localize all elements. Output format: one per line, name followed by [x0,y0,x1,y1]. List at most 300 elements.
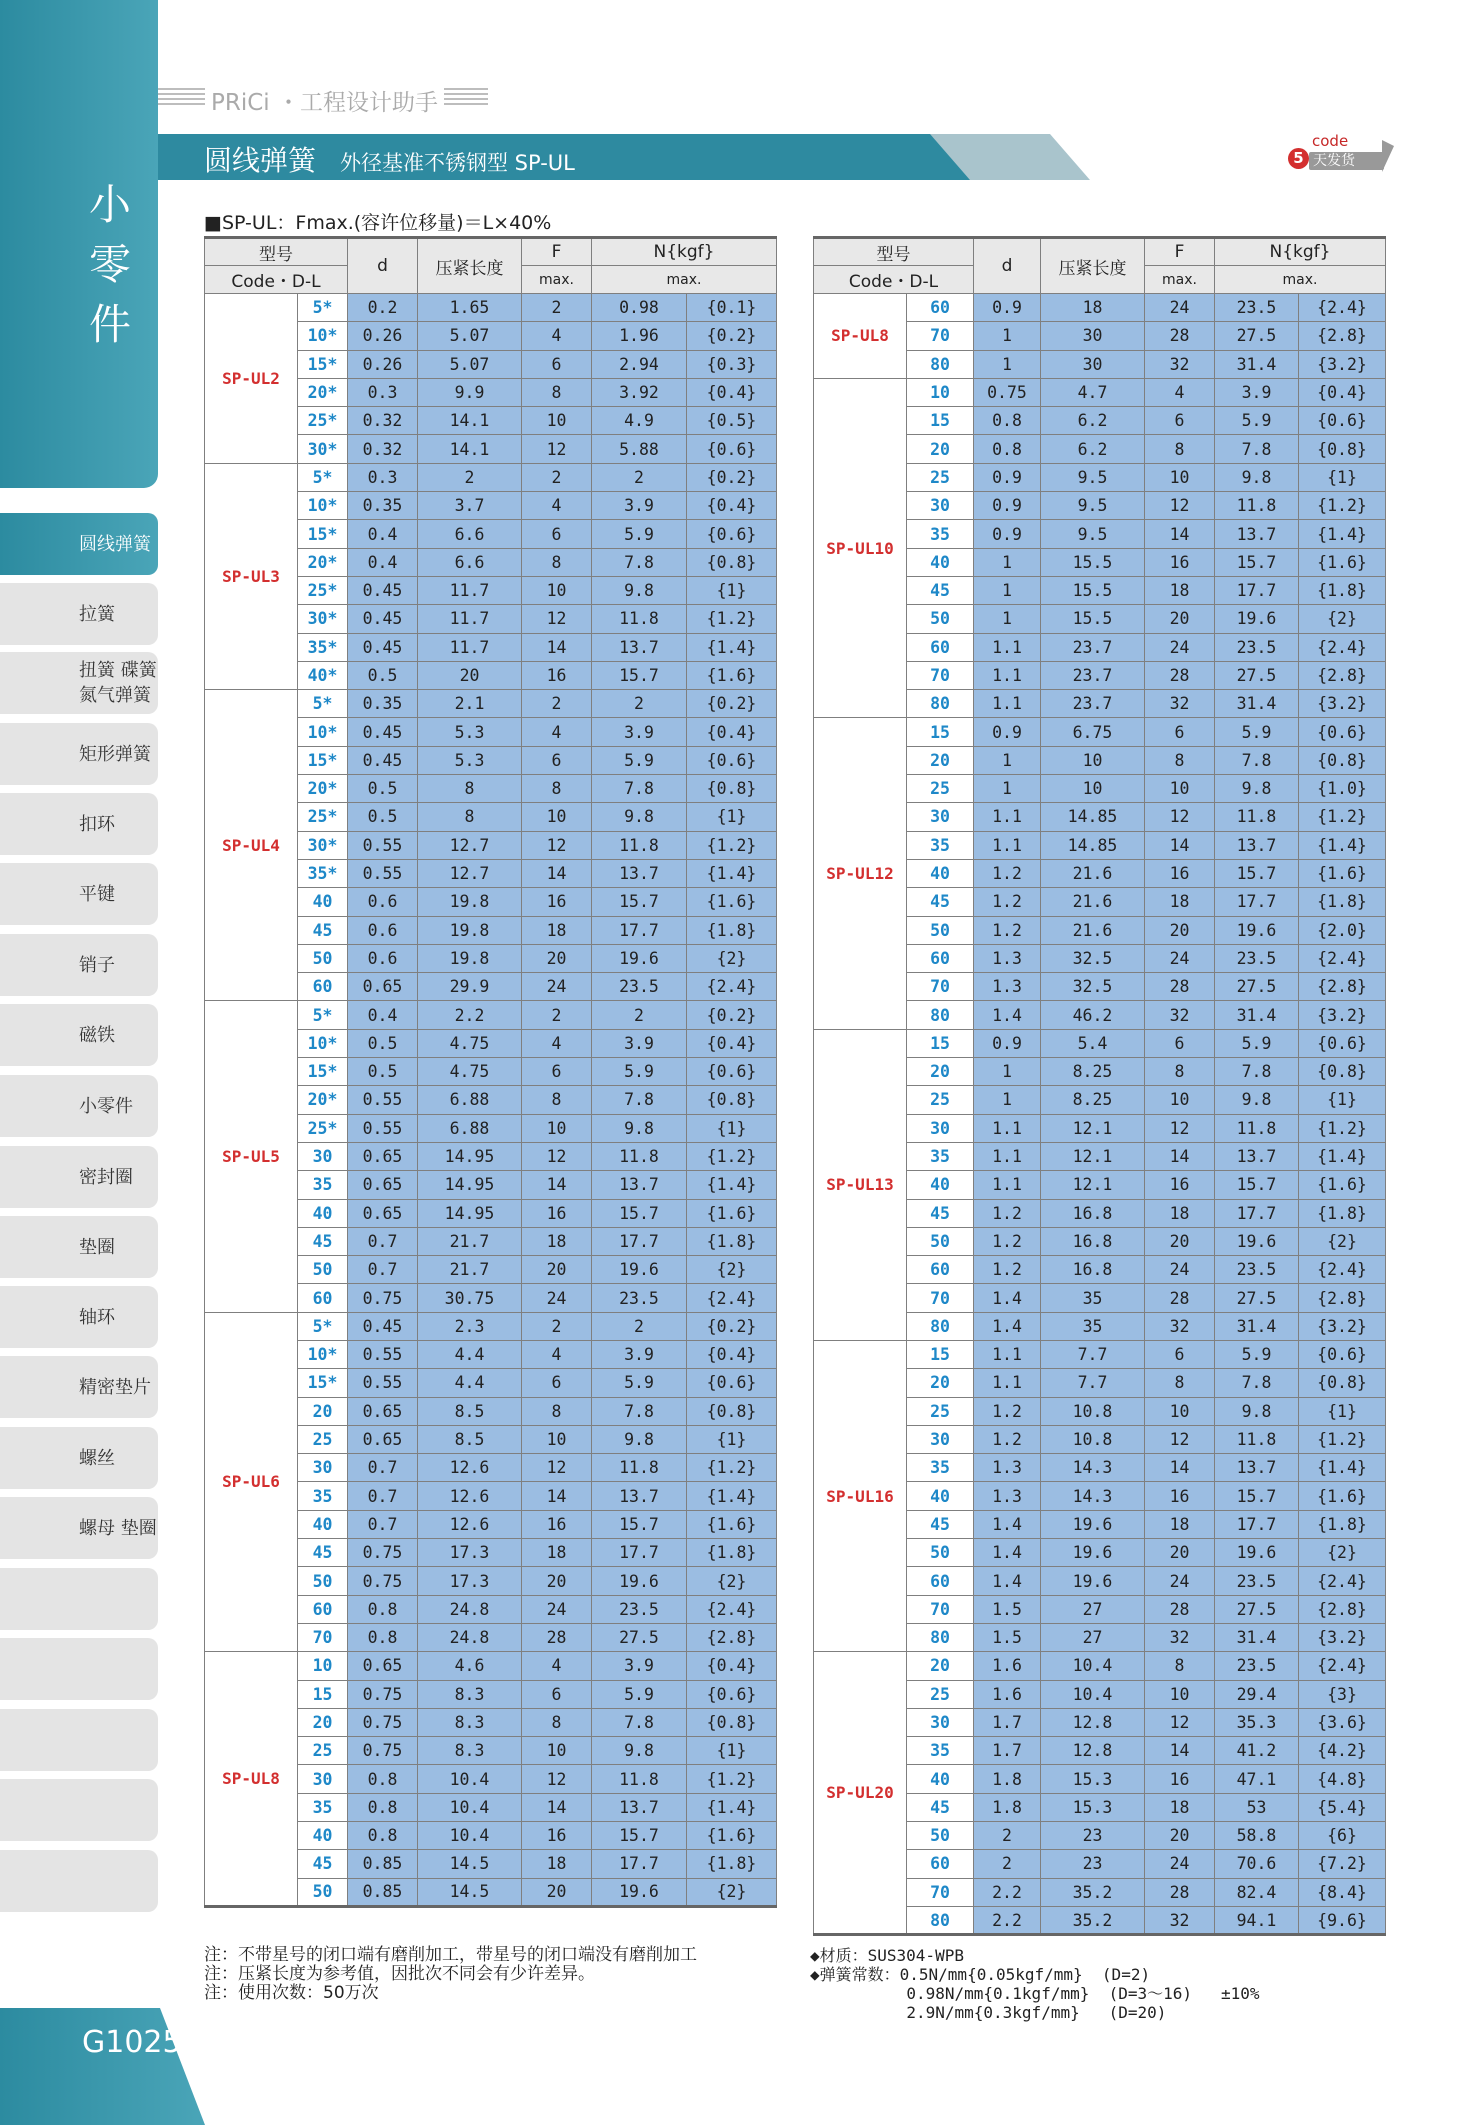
code-cell: 30 [907,1114,974,1142]
value-cell: {2.8} [1299,1595,1386,1623]
value-cell: 20 [1145,1539,1215,1567]
value-cell: 12.7 [418,859,522,887]
value-cell: 0.75 [348,1737,418,1765]
value-cell: 10.4 [418,1793,522,1821]
value-cell: {1.4} [1299,831,1386,859]
value-cell: 31.4 [1215,690,1299,718]
logo-days-text: 天发货 [1309,152,1384,170]
value-cell: 2.2 [418,1001,522,1029]
value-cell: 6.88 [418,1114,522,1142]
value-cell: 20 [1145,1822,1215,1850]
col-n-max: max. [1215,266,1386,294]
value-cell: 12 [522,1454,592,1482]
code-cell: 25 [298,1737,348,1765]
code-cell: 15 [907,718,974,746]
value-cell: 21.6 [1041,916,1145,944]
code-cell: 5* [298,463,348,491]
value-cell: 10 [1145,775,1215,803]
code-cell: 20 [298,1708,348,1736]
code-cell: 25 [907,1397,974,1425]
value-cell: 0.55 [348,1369,418,1397]
col-type: 型号 [814,238,974,266]
value-cell: 15.7 [1215,548,1299,576]
value-cell: 11.7 [418,633,522,661]
value-cell: 18 [1145,1199,1215,1227]
code-cell: 15* [298,1369,348,1397]
value-cell: 9.8 [1215,775,1299,803]
code-cell: 30 [298,1142,348,1170]
value-cell: 1.1 [974,831,1041,859]
sidebar-category-title: 小零件 [88,180,131,349]
value-cell: 0.65 [348,1652,418,1680]
value-cell: 20 [1145,605,1215,633]
value-cell: {1.2} [687,831,777,859]
value-cell: 13.7 [1215,520,1299,548]
value-cell: 0.55 [348,831,418,859]
page-title: 圆线弹簧 [204,144,317,177]
value-cell: 14 [522,859,592,887]
value-cell: 10 [1145,1086,1215,1114]
value-cell: 2 [522,690,592,718]
value-cell: 0.55 [348,859,418,887]
sidebar-item[interactable] [0,1638,158,1700]
value-cell: 6 [1145,1340,1215,1368]
sidebar-item[interactable]: 圆线弹簧 [0,513,158,575]
value-cell: {2.0} [1299,916,1386,944]
table-row [205,690,777,718]
value-cell: 8.25 [1041,1086,1145,1114]
value-cell: 9.5 [1041,492,1145,520]
value-cell: 8 [1145,1058,1215,1086]
value-cell: 1.1 [974,1369,1041,1397]
value-cell: 31.4 [1215,1623,1299,1651]
value-cell: 11.7 [418,605,522,633]
sidebar-item[interactable]: 精密垫片 [0,1356,158,1418]
value-cell: 18 [522,1850,592,1878]
col-d: d [348,238,418,294]
value-cell: {1} [687,1114,777,1142]
value-cell: {0.6} [1299,1029,1386,1057]
value-cell: {1.8} [687,1539,777,1567]
code-cell: 30* [298,831,348,859]
value-cell: 6.88 [418,1086,522,1114]
brand-label: PRiCi ・工程设计助手 [205,84,444,117]
value-cell: 0.7 [348,1482,418,1510]
value-cell: 0.5 [348,775,418,803]
value-cell: 12.7 [418,831,522,859]
value-cell: 24 [522,973,592,1001]
code-cell: 80 [907,690,974,718]
value-cell: 28 [1145,1878,1215,1906]
value-cell: 12 [522,1142,592,1170]
sidebar-item[interactable] [0,1850,158,1912]
value-cell: 21.7 [418,1227,522,1255]
sidebar-item[interactable]: 矩形弹簧 [0,723,158,785]
sidebar-item[interactable]: 扭簧 碟簧 氮气弹簧 [0,652,158,714]
spring-constant-note: ◆弹簧常数：0.5N/mm{0.05kgf/mm} (D=2) [810,1965,1151,1984]
value-cell: 24.8 [418,1623,522,1651]
value-cell: 0.9 [974,463,1041,491]
sidebar [0,0,182,2125]
value-cell: 9.8 [592,1737,687,1765]
value-cell: 2.3 [418,1312,522,1340]
value-cell: {1} [687,576,777,604]
value-cell: 19.6 [1041,1510,1145,1538]
value-cell: 5.9 [1215,718,1299,746]
value-cell: 24 [1145,944,1215,972]
code-cell: 70 [907,1878,974,1906]
code-cell: 25* [298,1114,348,1142]
value-cell: 32 [1145,1906,1215,1934]
value-cell: 4.6 [418,1652,522,1680]
value-cell: {0.6} [1299,1340,1386,1368]
value-cell: 1.3 [974,1482,1041,1510]
value-cell: 4 [522,492,592,520]
table-row [205,1652,777,1680]
value-cell: {2} [687,1878,777,1906]
value-cell: {4.8} [1299,1765,1386,1793]
code-cell: 60 [907,1256,974,1284]
value-cell: {2.8} [1299,322,1386,350]
value-cell: 24 [1145,1850,1215,1878]
value-cell: 1 [974,322,1041,350]
sidebar-item[interactable] [0,1568,158,1630]
value-cell: 0.7 [348,1227,418,1255]
value-cell: 0.45 [348,718,418,746]
code-cell: 5* [298,1312,348,1340]
code-cell: 5* [298,294,348,322]
model-cell: SP-UL5 [205,1001,298,1312]
value-cell: 14.85 [1041,831,1145,859]
value-cell: {0.4} [687,1652,777,1680]
value-cell: 7.8 [1215,1058,1299,1086]
value-cell: {5.4} [1299,1793,1386,1821]
value-cell: 27 [1041,1623,1145,1651]
value-cell: 15.5 [1041,548,1145,576]
value-cell: 19.8 [418,944,522,972]
code-cell: 50 [298,1256,348,1284]
model-cell: SP-UL2 [205,294,298,464]
value-cell: 5.3 [418,718,522,746]
value-cell: 18 [1145,1510,1215,1538]
value-cell: 1.1 [974,633,1041,661]
code-cell: 35 [907,1142,974,1170]
value-cell: {1.4} [687,1171,777,1199]
value-cell: {0.2} [687,690,777,718]
value-cell: 0.4 [348,520,418,548]
value-cell: 28 [1145,1595,1215,1623]
sidebar-item[interactable]: 拉簧 [0,583,158,645]
value-cell: 4 [522,1340,592,1368]
value-cell: 15.7 [592,1822,687,1850]
code-cell: 20 [298,1397,348,1425]
value-cell: 2.94 [592,350,687,378]
value-cell: 12.8 [1041,1737,1145,1765]
value-cell: 35.2 [1041,1878,1145,1906]
value-cell: {1.2} [1299,1114,1386,1142]
value-cell: 6.2 [1041,407,1145,435]
value-cell: 13.7 [1215,1454,1299,1482]
page-subtitle: 外径基准不锈钢型 SP-UL [340,151,575,175]
value-cell: 5.4 [1041,1029,1145,1057]
value-cell: 23 [1041,1822,1145,1850]
value-cell: 7.8 [1215,1369,1299,1397]
value-cell: 0.26 [348,350,418,378]
sidebar-item[interactable] [0,1779,158,1841]
value-cell: 0.75 [348,1284,418,1312]
value-cell: {0.6} [687,746,777,774]
sidebar-item[interactable]: 垫圈 [0,1216,158,1278]
value-cell: 9.8 [592,1114,687,1142]
value-cell: 1 [974,1058,1041,1086]
note-line: 注：压紧长度为参考值，因批次不同会有少许差异。 [204,1964,595,1984]
notes-right [810,1946,1259,2022]
code-cell: 25* [298,803,348,831]
code-cell: 30 [298,1454,348,1482]
value-cell: {0.2} [687,1312,777,1340]
table-row [205,1312,777,1340]
value-cell: 17.7 [1215,1510,1299,1538]
value-cell: 1.5 [974,1623,1041,1651]
value-cell: 1.2 [974,1199,1041,1227]
value-cell: 24.8 [418,1595,522,1623]
value-cell: 9.8 [1215,1086,1299,1114]
value-cell: 19.6 [592,1567,687,1595]
value-cell: 16 [1145,1171,1215,1199]
code-cell: 30 [907,492,974,520]
value-cell: 1 [974,1086,1041,1114]
value-cell: 20 [522,1878,592,1906]
value-cell: {0.4} [1299,378,1386,406]
value-cell: 11.8 [1215,803,1299,831]
value-cell: {3.6} [1299,1708,1386,1736]
value-cell: 1.3 [974,944,1041,972]
value-cell: 10.4 [418,1822,522,1850]
value-cell: 12 [522,1765,592,1793]
code-cell: 25* [298,407,348,435]
code-cell: 80 [907,1906,974,1934]
value-cell: 10.8 [1041,1397,1145,1425]
value-cell: 30 [1041,350,1145,378]
value-cell: 0.5 [348,661,418,689]
code-cell: 45 [907,1510,974,1538]
value-cell: 0.75 [974,378,1041,406]
value-cell: 11.8 [592,831,687,859]
value-cell: 1.4 [974,1567,1041,1595]
value-cell: 2 [522,1001,592,1029]
code-cell: 40 [907,1171,974,1199]
value-cell: 46.2 [1041,1001,1145,1029]
col-solid-length: 压紧长度 [418,238,522,294]
sidebar-item[interactable] [0,1709,158,1771]
value-cell: {0.6} [687,435,777,463]
model-cell: SP-UL10 [814,378,907,718]
value-cell: 18 [522,1539,592,1567]
sidebar-item[interactable]: 小零件 [0,1075,158,1137]
value-cell: {2} [687,944,777,972]
value-cell: {2.4} [1299,1652,1386,1680]
value-cell: {3.2} [1299,1001,1386,1029]
notes-left [204,1946,697,2003]
value-cell: 23.5 [1215,1256,1299,1284]
value-cell: 17.7 [1215,888,1299,916]
code-cell: 70 [907,973,974,1001]
code-cell: 20 [907,435,974,463]
value-cell: 16 [1145,1765,1215,1793]
value-cell: 5.9 [1215,1340,1299,1368]
code-cell: 40 [298,1822,348,1850]
value-cell: 7.8 [592,775,687,803]
sidebar-item[interactable]: 平键 [0,863,158,925]
code-cell: 10* [298,492,348,520]
value-cell: 18 [522,916,592,944]
value-cell: 94.1 [1215,1906,1299,1934]
model-cell: SP-UL12 [814,718,907,1029]
value-cell: 12.8 [1041,1708,1145,1736]
code-cell: 45 [907,1793,974,1821]
value-cell: 8 [1145,746,1215,774]
value-cell: {1.4} [1299,520,1386,548]
spring-constant-note: 2.9N/mm{0.3kgf/mm} (D=20) [810,2003,1167,2022]
logo-code-text: code [1312,132,1349,150]
value-cell: 15.5 [1041,605,1145,633]
value-cell: {0.2} [687,1001,777,1029]
code-cell: 70 [907,1595,974,1623]
value-cell: 1.2 [974,1256,1041,1284]
sidebar-item[interactable]: 螺母 垫圈 [0,1497,158,1559]
value-cell: 1.1 [974,1114,1041,1142]
value-cell: {1.6} [687,661,777,689]
code-cell: 35 [298,1482,348,1510]
value-cell: {0.6} [687,1369,777,1397]
sidebar-item[interactable]: 扣环 [0,793,158,855]
sidebar-item[interactable]: 销子 [0,934,158,996]
code-cell: 35 [298,1171,348,1199]
code-cell: 30 [907,1708,974,1736]
value-cell: 32 [1145,1001,1215,1029]
value-cell: 0.75 [348,1708,418,1736]
value-cell: 35.2 [1041,1906,1145,1934]
value-cell: 8.5 [418,1397,522,1425]
value-cell: 2.1 [418,690,522,718]
value-cell: {1.8} [1299,576,1386,604]
value-cell: {2} [1299,1539,1386,1567]
value-cell: {1.6} [1299,859,1386,887]
value-cell: {2} [1299,1227,1386,1255]
value-cell: {0.8} [1299,435,1386,463]
value-cell: 28 [522,1623,592,1651]
value-cell: 10 [522,576,592,604]
value-cell: 0.7 [348,1256,418,1284]
value-cell: 16 [1145,548,1215,576]
code-cell: 25 [907,1086,974,1114]
code-cell: 30* [298,435,348,463]
sidebar-item[interactable]: 螺丝 [0,1427,158,1489]
value-cell: 3.9 [592,718,687,746]
code-cell: 70 [298,1623,348,1651]
value-cell: 14 [1145,1142,1215,1170]
value-cell: 0.35 [348,492,418,520]
value-cell: 6 [522,350,592,378]
value-cell: 24 [1145,633,1215,661]
value-cell: 35.3 [1215,1708,1299,1736]
value-cell: 15.3 [1041,1793,1145,1821]
value-cell: 11.8 [592,1454,687,1482]
value-cell: {1.2} [687,1454,777,1482]
value-cell: 35 [1041,1312,1145,1340]
value-cell: 17.7 [592,1539,687,1567]
value-cell: 0.5 [348,1058,418,1086]
value-cell: {1.2} [687,605,777,633]
value-cell: 1.2 [974,859,1041,887]
value-cell: 12 [1145,1114,1215,1142]
value-cell: 0.8 [348,1822,418,1850]
sidebar-item[interactable]: 密封圈 [0,1146,158,1208]
value-cell: 9.8 [1215,463,1299,491]
table-row [814,718,1386,746]
sidebar-item[interactable]: 轴环 [0,1286,158,1348]
value-cell: 7.8 [592,1397,687,1425]
value-cell: 16 [1145,859,1215,887]
value-cell: 14 [1145,1454,1215,1482]
value-cell: 1 [974,548,1041,576]
value-cell: 16.8 [1041,1256,1145,1284]
value-cell: 0.9 [974,718,1041,746]
value-cell: {0.8} [1299,1369,1386,1397]
value-cell: 8 [522,775,592,803]
value-cell: 13.7 [592,859,687,887]
value-cell: 13.7 [592,1171,687,1199]
value-cell: 16.8 [1041,1199,1145,1227]
value-cell: {1.8} [1299,1510,1386,1538]
value-cell: 16 [522,1510,592,1538]
value-cell: 32.5 [1041,944,1145,972]
code-cell: 40* [298,661,348,689]
value-cell: 10.4 [418,1765,522,1793]
value-cell: 35 [1041,1284,1145,1312]
value-cell: {0.4} [687,378,777,406]
table-row [814,1652,1386,1680]
value-cell: 9.5 [1041,520,1145,548]
value-cell: 0.3 [348,463,418,491]
value-cell: 17.7 [592,1850,687,1878]
value-cell: 15.7 [592,1510,687,1538]
value-cell: 0.45 [348,633,418,661]
value-cell: {0.8} [687,1397,777,1425]
value-cell: 7.8 [592,1086,687,1114]
value-cell: 16 [522,888,592,916]
code-cell: 30* [298,605,348,633]
value-cell: 12.1 [1041,1142,1145,1170]
code-cell: 25 [907,775,974,803]
table-row [814,378,1386,406]
sidebar-item[interactable]: 磁铁 [0,1004,158,1066]
value-cell: 1 [974,775,1041,803]
value-cell: 0.6 [348,916,418,944]
value-cell: 4 [522,1029,592,1057]
value-cell: {2.8} [1299,661,1386,689]
value-cell: 7.8 [1215,746,1299,774]
value-cell: 1.4 [974,1539,1041,1567]
value-cell: 0.75 [348,1539,418,1567]
value-cell: 8.25 [1041,1058,1145,1086]
value-cell: 19.6 [1215,1227,1299,1255]
value-cell: 15.7 [592,888,687,916]
value-cell: {1.6} [1299,1171,1386,1199]
code-cell: 45 [298,1850,348,1878]
value-cell: 0.7 [348,1510,418,1538]
col-f-max: max. [1145,266,1215,294]
